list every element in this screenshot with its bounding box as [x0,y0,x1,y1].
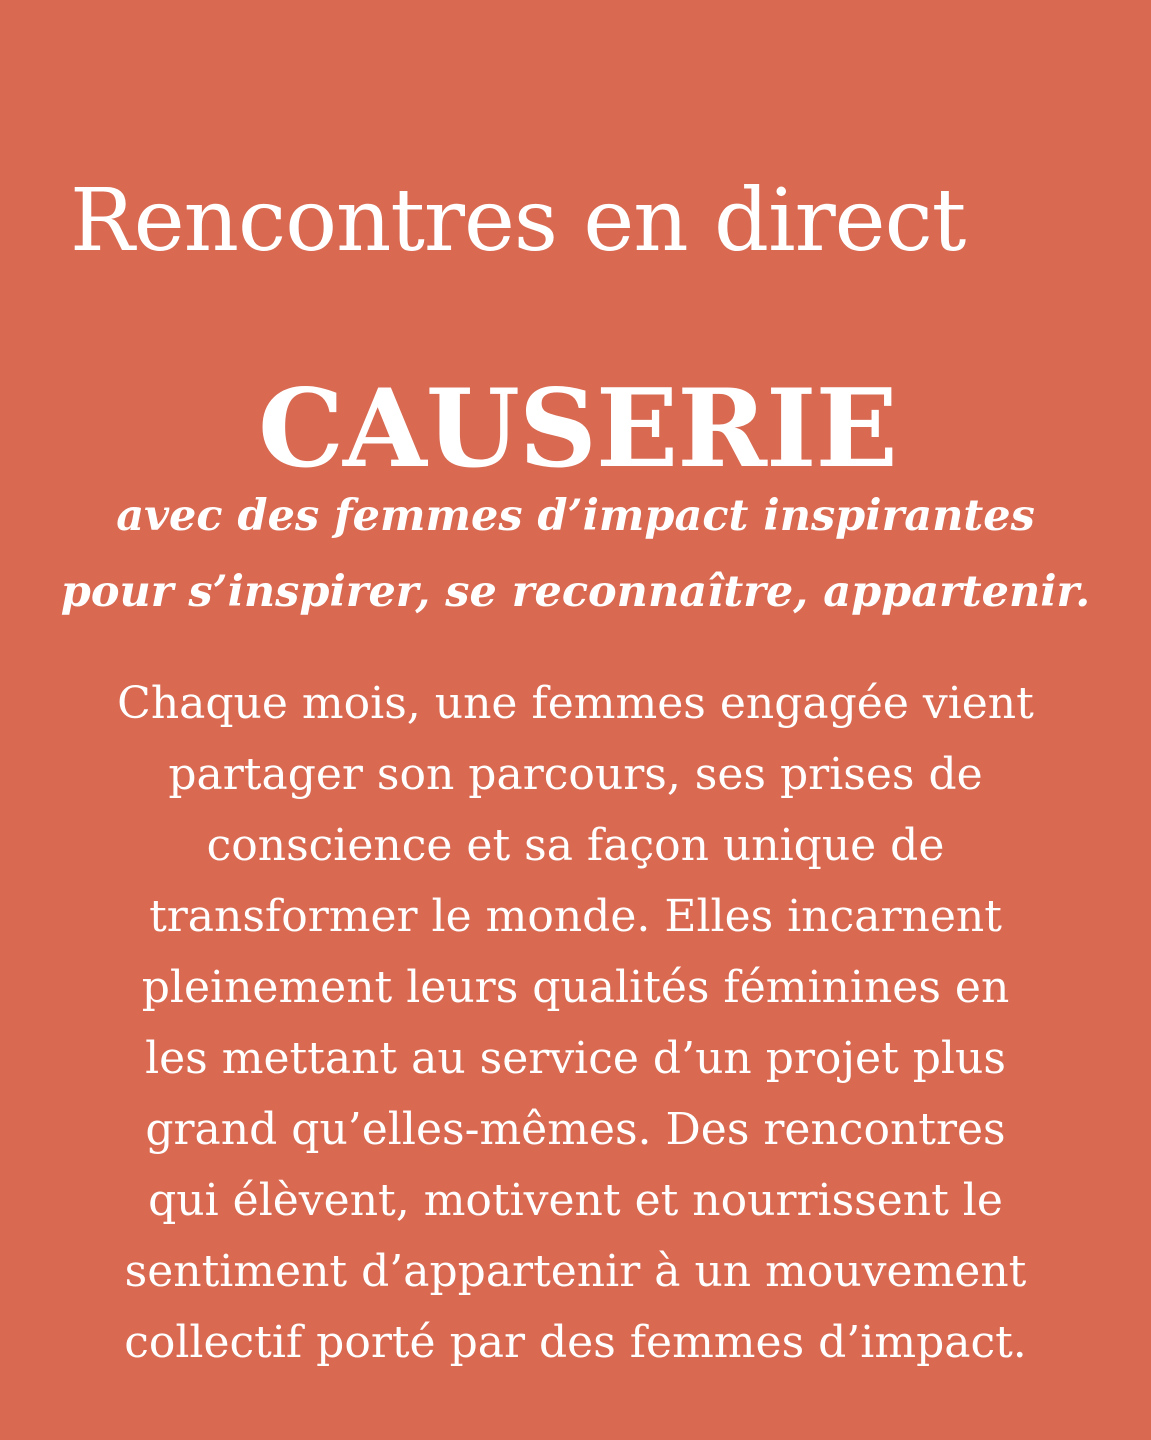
description-line: collectif porté par des femmes d’impact. [124,1317,1027,1368]
subtitle [40,478,1111,630]
page-title: Rencontres en direct [70,170,966,271]
subtitle-line: avec des femmes d’impact inspirantes [116,491,1035,541]
description-line: qui élèvent, motivent et nourrissent le [148,1175,1003,1226]
description-line: partager son parcours, ses prises de [168,749,983,800]
description-line: sentiment d’appartenir à un mouvement [124,1246,1027,1297]
main-heading: CAUSERIE [258,365,897,492]
description-line: les mettant au service d’un projet plus [145,1033,1006,1084]
description-line: transformer le monde. Elles incarnent [149,891,1002,942]
description-line: conscience et sa façon unique de [206,820,945,871]
subtitle-line: pour s’inspirer, se reconnaître, appartenir. [60,567,1091,617]
description [35,668,1116,1378]
description-line: pleinement leurs qualités féminines en [141,962,1010,1013]
description-line: Chaque mois, une femmes engagée vient [117,678,1034,729]
description-line: grand qu’elles-mêmes. Des rencontres [145,1104,1006,1155]
